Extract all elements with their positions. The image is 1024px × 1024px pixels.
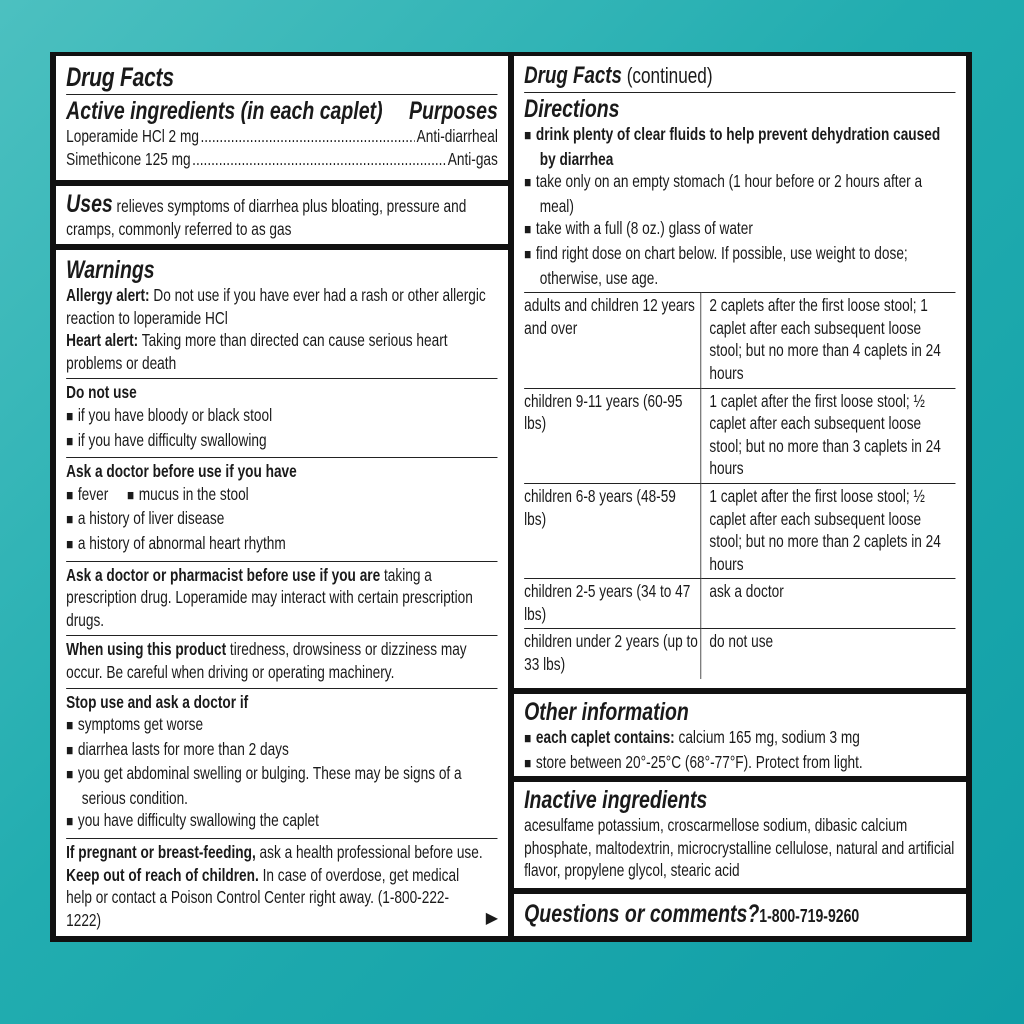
bullet-icon: ■ xyxy=(66,717,74,735)
warnings-heading: Warnings xyxy=(66,256,155,284)
bullet-icon: ■ xyxy=(524,221,532,239)
uses-text: relieves symptoms of diarrhea plus bloating, pressure and cramps, commonly referred to as gas xyxy=(66,196,467,239)
bullet-icon: ■ xyxy=(66,766,74,784)
pregnant-label: If pregnant or breast-feeding, xyxy=(66,842,256,863)
dose-cell: 1 caplet after the first loose stool; ½ caplet after each subsequent loose stool; but no more than 3 caplets in 24 hours xyxy=(700,388,955,483)
ask-doctor-heading: Ask a doctor before use if you have xyxy=(66,461,297,482)
heart-alert-label: Heart alert: xyxy=(66,330,139,351)
table-row xyxy=(524,293,956,388)
list-item: diarrhea lasts for more than 2 days xyxy=(77,738,289,759)
bullet-icon: ■ xyxy=(66,407,74,425)
bullet-icon: ■ xyxy=(66,511,74,529)
caplet-contains-label: each caplet contains: xyxy=(535,727,675,747)
ask-pharmacist-label: Ask a doctor or pharmacist before use if you are xyxy=(66,564,381,585)
bullet-icon: ■ xyxy=(524,730,532,747)
warnings-box xyxy=(56,250,508,936)
bullet-icon: ■ xyxy=(66,741,74,759)
active-ingredients-heading: Active ingredients (in each caplet) xyxy=(66,97,383,125)
list-item: take with a full (8 oz.) glass of water xyxy=(535,218,753,239)
list-item: if you have difficulty swallowing xyxy=(77,429,267,450)
uses-box xyxy=(56,186,508,244)
pregnant-text: ask a health professional before use. xyxy=(255,842,483,863)
drug-facts-title: Drug Facts xyxy=(66,62,174,92)
continued-label: (continued) xyxy=(621,63,713,88)
uses-heading: Uses xyxy=(66,190,113,218)
bullet-icon: ■ xyxy=(524,127,532,144)
ingredient-row xyxy=(66,148,498,171)
ingredient-row xyxy=(66,125,498,148)
age-cell: adults and children 12 years and over xyxy=(524,293,700,388)
bullet-icon: ■ xyxy=(66,432,74,450)
age-cell: children under 2 years (up to 33 lbs) xyxy=(524,629,700,679)
table-row xyxy=(524,388,956,483)
bullet-icon: ■ xyxy=(66,486,74,504)
list-item: you have difficulty swallowing the caplet xyxy=(77,810,319,831)
list-item: fever xyxy=(77,483,109,504)
dose-cell: ask a doctor xyxy=(700,579,955,629)
inactive-ingredients-heading: Inactive ingredients xyxy=(524,786,708,814)
list-item: if you have bloody or black stool xyxy=(77,404,273,425)
keep-out-text: In case of overdose, get medical help or contact a Poison Control Center right away. (1-800-222-1222) xyxy=(66,864,460,930)
inactive-ingredients-box xyxy=(514,782,966,888)
drug-facts-label xyxy=(50,52,972,942)
stop-use-heading: Stop use and ask a doctor if xyxy=(66,691,249,712)
age-cell: children 2-5 years (34 to 47 lbs) xyxy=(524,579,700,629)
age-cell: children 6-8 years (48-59 lbs) xyxy=(524,483,700,578)
dosage-table xyxy=(524,292,956,679)
table-row xyxy=(524,629,956,679)
bullet-icon: ■ xyxy=(524,754,532,772)
inactive-ingredients-text: acesulfame potassium, croscarmellose sodium, dibasic calcium phosphate, maltodextrin, microcrystalline cellulose, natural and artificial flavor, propylene glycol, stearic acid xyxy=(524,815,955,881)
purposes-heading: Purposes xyxy=(408,97,498,125)
dose-cell: 2 caplets after the first loose stool; 1 caplet after each subsequent loose stool; but no more than 4 caplets in 24 hours xyxy=(700,293,955,388)
list-item: a history of liver disease xyxy=(77,508,225,529)
other-information-box xyxy=(514,694,966,776)
ingredient-name: Loperamide HCl 2 mg xyxy=(66,126,199,146)
questions-heading: Questions or comments? xyxy=(524,900,760,928)
caplet-contains-text: calcium 165 mg, sodium 3 mg xyxy=(674,727,860,747)
questions-box xyxy=(514,894,966,936)
bullet-icon: ■ xyxy=(66,535,74,553)
list-item: mucus in the stool xyxy=(138,483,249,504)
allergy-alert-label: Allergy alert: xyxy=(66,285,150,305)
ask-pharmacist-text: taking a prescription drug. Loperamide may interact with certain prescription drugs. xyxy=(66,564,473,630)
ingredient-purpose: Anti-gas xyxy=(447,148,498,169)
list-item: find right dose on chart below. If possible, use weight to dose; otherwise, use age. xyxy=(535,242,908,288)
when-using-text: tiredness, drowsiness or dizziness may occur. Be careful when driving or operating machinery. xyxy=(66,639,467,682)
questions-phone: 1-800-719-9260 xyxy=(759,906,860,926)
bullet-icon: ■ xyxy=(126,486,135,504)
bullet-icon: ■ xyxy=(66,813,74,831)
table-row xyxy=(524,483,956,578)
bullet-icon: ■ xyxy=(524,174,532,192)
ingredient-purpose: Anti-diarrheal xyxy=(416,126,498,146)
list-item: a history of abnormal heart rhythm xyxy=(77,532,286,553)
storage-text: store between 20°-25°C (68°-77°F). Protect from light. xyxy=(535,751,863,772)
other-information-heading: Other information xyxy=(524,698,689,726)
bullet-icon: ■ xyxy=(524,245,532,263)
keep-out-label: Keep out of reach of children. xyxy=(66,864,259,885)
list-item: you get abdominal swelling or bulging. These may be signs of a serious condition. xyxy=(77,763,462,808)
continue-arrow-icon: ▶ xyxy=(485,910,498,927)
do-not-use-heading: Do not use xyxy=(66,382,137,403)
table-row xyxy=(524,579,956,629)
directions-heading: Directions xyxy=(524,95,620,123)
heart-alert-text: Taking more than directed can cause serious heart problems or death xyxy=(66,330,448,373)
list-item: symptoms get worse xyxy=(77,714,204,735)
list-item: take only on an empty stomach (1 hour before or 2 hours after a meal) xyxy=(535,171,923,216)
active-ingredients-box xyxy=(56,56,508,180)
age-cell: children 9-11 years (60-95 lbs) xyxy=(524,388,700,483)
dose-cell: 1 caplet after the first loose stool; ½ caplet after each subsequent loose stool; but no more than 2 caplets in 24 hours xyxy=(700,483,955,578)
ingredient-name: Simethicone 125 mg xyxy=(66,148,191,169)
allergy-alert-text: Do not use if you have ever had a rash or other allergic reaction to loperamide HCl xyxy=(66,285,486,328)
when-using-label: When using this product xyxy=(66,639,227,660)
list-item: drink plenty of clear fluids to help prevent dehydration caused by diarrhea xyxy=(535,124,941,169)
drug-facts-continued-title: Drug Facts xyxy=(524,62,622,89)
dose-cell: do not use xyxy=(700,629,955,679)
directions-box xyxy=(514,56,966,688)
